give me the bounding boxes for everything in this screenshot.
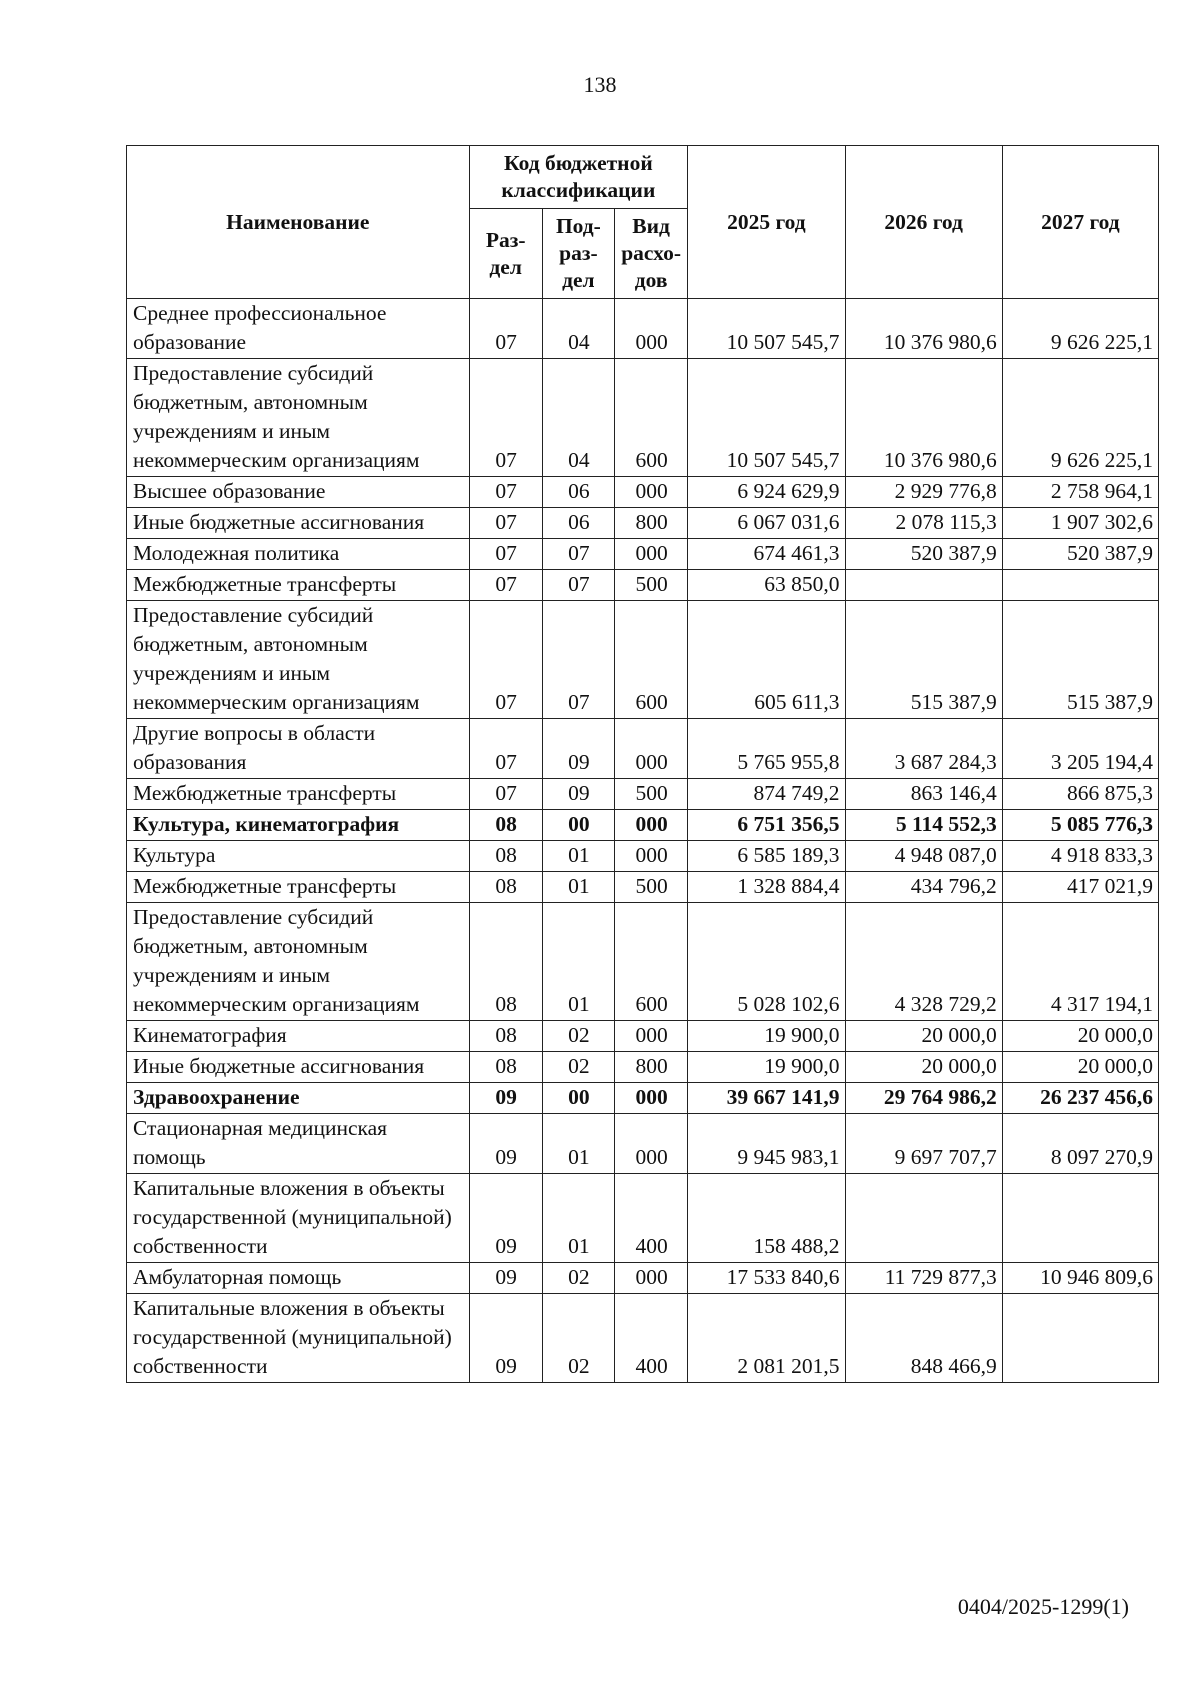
row-value-2026: 863 146,4 [845,779,1002,810]
row-name: Предоставление субсидий бюджетным, автономным учреждениям и иным некоммерческим организациям [127,601,470,719]
table-row [127,1174,1159,1263]
table-row [127,1114,1159,1174]
row-value-2027: 9 626 225,1 [1002,299,1158,359]
row-value-2026: 4 328 729,2 [845,903,1002,1021]
table-row [127,872,1159,903]
row-value-2025: 674 461,3 [688,539,845,570]
row-value-2026: 515 387,9 [845,601,1002,719]
header-name: Наименование [127,146,470,299]
row-value-2027: 866 875,3 [1002,779,1158,810]
row-expense-type: 600 [614,359,687,477]
row-section: 07 [469,477,542,508]
row-value-2027: 515 387,9 [1002,601,1158,719]
row-value-2025: 39 667 141,9 [688,1083,845,1114]
row-value-2025: 63 850,0 [688,570,845,601]
table-row [127,477,1159,508]
row-section: 07 [469,539,542,570]
header-section: Раз-дел [469,209,542,299]
row-value-2026 [845,570,1002,601]
row-value-2025: 605 611,3 [688,601,845,719]
row-section: 07 [469,719,542,779]
row-expense-type: 000 [614,1263,687,1294]
row-expense-type: 000 [614,1114,687,1174]
row-name: Капитальные вложения в объекты государственной (муниципальной) собственности [127,1174,470,1263]
row-subsection: 02 [542,1052,614,1083]
row-value-2026: 10 376 980,6 [845,299,1002,359]
row-value-2026: 3 687 284,3 [845,719,1002,779]
row-name: Иные бюджетные ассигнования [127,508,470,539]
row-section: 09 [469,1174,542,1263]
row-name: Культура, кинематография [127,810,470,841]
row-value-2025: 6 924 629,9 [688,477,845,508]
header-code-group: Код бюджетной классификации [469,146,688,209]
document-code: 0404/2025-1299(1) [957,1594,1129,1619]
row-name: Здравоохранение [127,1083,470,1114]
row-value-2026: 20 000,0 [845,1021,1002,1052]
row-subsection: 07 [542,570,614,601]
row-name: Среднее профессиональное образование [127,299,470,359]
row-name: Межбюджетные трансферты [127,570,470,601]
row-value-2027 [1002,1174,1158,1263]
row-expense-type: 600 [614,601,687,719]
row-value-2027: 20 000,0 [1002,1052,1158,1083]
row-value-2027: 9 626 225,1 [1002,359,1158,477]
budget-table [126,145,1159,1383]
row-section: 07 [469,359,542,477]
table-row [127,1083,1159,1114]
row-section: 08 [469,1021,542,1052]
row-expense-type: 500 [614,570,687,601]
row-subsection: 04 [542,299,614,359]
row-value-2025: 17 533 840,6 [688,1263,845,1294]
row-section: 09 [469,1263,542,1294]
row-subsection: 01 [542,1174,614,1263]
row-value-2025: 5 028 102,6 [688,903,845,1021]
table-row [127,810,1159,841]
row-name: Высшее образование [127,477,470,508]
row-section: 07 [469,601,542,719]
row-value-2027: 2 758 964,1 [1002,477,1158,508]
row-subsection: 02 [542,1263,614,1294]
table-row [127,299,1159,359]
row-expense-type: 600 [614,903,687,1021]
row-value-2025: 2 081 201,5 [688,1294,845,1383]
row-value-2027: 520 387,9 [1002,539,1158,570]
row-section: 09 [469,1294,542,1383]
row-name: Молодежная политика [127,539,470,570]
row-value-2027: 20 000,0 [1002,1021,1158,1052]
row-value-2026: 29 764 986,2 [845,1083,1002,1114]
row-section: 07 [469,508,542,539]
table-row [127,1052,1159,1083]
row-expense-type: 000 [614,719,687,779]
row-subsection: 00 [542,1083,614,1114]
row-value-2025: 874 749,2 [688,779,845,810]
table-row [127,1294,1159,1383]
page-number: 138 [583,72,617,97]
row-value-2025: 19 900,0 [688,1052,845,1083]
row-expense-type: 800 [614,1052,687,1083]
row-section: 07 [469,570,542,601]
row-value-2025: 10 507 545,7 [688,359,845,477]
row-name: Стационарная медицинская помощь [127,1114,470,1174]
row-value-2027 [1002,1294,1158,1383]
row-name: Кинематография [127,1021,470,1052]
row-section: 09 [469,1083,542,1114]
row-value-2027: 1 907 302,6 [1002,508,1158,539]
row-name: Другие вопросы в области образования [127,719,470,779]
row-expense-type: 000 [614,810,687,841]
row-section: 08 [469,810,542,841]
row-value-2026: 4 948 087,0 [845,841,1002,872]
row-subsection: 01 [542,1114,614,1174]
row-value-2026: 434 796,2 [845,872,1002,903]
table-body [127,299,1159,1383]
table-row [127,359,1159,477]
row-value-2026 [845,1174,1002,1263]
row-section: 08 [469,872,542,903]
row-section: 08 [469,841,542,872]
table-row [127,903,1159,1021]
row-section: 07 [469,779,542,810]
table-row [127,841,1159,872]
row-section: 08 [469,903,542,1021]
row-subsection: 09 [542,779,614,810]
row-expense-type: 000 [614,539,687,570]
row-expense-type: 800 [614,508,687,539]
table-row [127,570,1159,601]
header-expense-type: Вид расхо-дов [614,209,687,299]
row-subsection: 02 [542,1294,614,1383]
row-value-2027: 26 237 456,6 [1002,1083,1158,1114]
row-value-2025: 9 945 983,1 [688,1114,845,1174]
row-expense-type: 500 [614,779,687,810]
header-subsection: Под-раз-дел [542,209,614,299]
row-value-2025: 158 488,2 [688,1174,845,1263]
row-value-2026: 10 376 980,6 [845,359,1002,477]
header-2026: 2026 год [845,146,1002,299]
row-value-2025: 6 751 356,5 [688,810,845,841]
row-value-2026: 520 387,9 [845,539,1002,570]
row-name: Иные бюджетные ассигнования [127,1052,470,1083]
row-expense-type: 000 [614,1021,687,1052]
row-value-2026: 2 078 115,3 [845,508,1002,539]
table-row [127,508,1159,539]
row-subsection: 01 [542,903,614,1021]
row-expense-type: 000 [614,841,687,872]
row-value-2026: 2 929 776,8 [845,477,1002,508]
header-2025: 2025 год [688,146,845,299]
table-row [127,1263,1159,1294]
row-value-2025: 5 765 955,8 [688,719,845,779]
row-name: Амбулаторная помощь [127,1263,470,1294]
row-subsection: 07 [542,601,614,719]
row-expense-type: 500 [614,872,687,903]
row-section: 08 [469,1052,542,1083]
row-subsection: 04 [542,359,614,477]
row-subsection: 02 [542,1021,614,1052]
row-subsection: 01 [542,841,614,872]
row-value-2025: 6 067 031,6 [688,508,845,539]
row-value-2027: 4 918 833,3 [1002,841,1158,872]
table-row [127,539,1159,570]
row-value-2025: 19 900,0 [688,1021,845,1052]
row-value-2026: 5 114 552,3 [845,810,1002,841]
row-value-2027: 417 021,9 [1002,872,1158,903]
row-subsection: 00 [542,810,614,841]
row-expense-type: 400 [614,1174,687,1263]
row-name: Межбюджетные трансферты [127,872,470,903]
row-value-2025: 6 585 189,3 [688,841,845,872]
header-2027: 2027 год [1002,146,1158,299]
row-section: 07 [469,299,542,359]
row-value-2027: 10 946 809,6 [1002,1263,1158,1294]
row-subsection: 06 [542,508,614,539]
table-row [127,779,1159,810]
table-row [127,1021,1159,1052]
row-value-2027: 8 097 270,9 [1002,1114,1158,1174]
row-value-2027 [1002,570,1158,601]
row-expense-type: 400 [614,1294,687,1383]
row-value-2025: 1 328 884,4 [688,872,845,903]
row-value-2026: 20 000,0 [845,1052,1002,1083]
row-value-2026: 11 729 877,3 [845,1263,1002,1294]
row-expense-type: 000 [614,477,687,508]
row-name: Культура [127,841,470,872]
row-subsection: 09 [542,719,614,779]
row-section: 09 [469,1114,542,1174]
header-row-top [127,146,1159,209]
row-subsection: 07 [542,539,614,570]
row-name: Предоставление субсидий бюджетным, автономным учреждениям и иным некоммерческим организациям [127,359,470,477]
row-value-2027: 4 317 194,1 [1002,903,1158,1021]
row-value-2027: 3 205 194,4 [1002,719,1158,779]
row-name: Межбюджетные трансферты [127,779,470,810]
row-name: Предоставление субсидий бюджетным, автономным учреждениям и иным некоммерческим организациям [127,903,470,1021]
row-value-2026: 9 697 707,7 [845,1114,1002,1174]
row-subsection: 01 [542,872,614,903]
row-value-2025: 10 507 545,7 [688,299,845,359]
table-row [127,601,1159,719]
row-subsection: 06 [542,477,614,508]
row-name: Капитальные вложения в объекты государственной (муниципальной) собственности [127,1294,470,1383]
row-value-2026: 848 466,9 [845,1294,1002,1383]
row-expense-type: 000 [614,1083,687,1114]
row-value-2027: 5 085 776,3 [1002,810,1158,841]
row-expense-type: 000 [614,299,687,359]
table-row [127,719,1159,779]
